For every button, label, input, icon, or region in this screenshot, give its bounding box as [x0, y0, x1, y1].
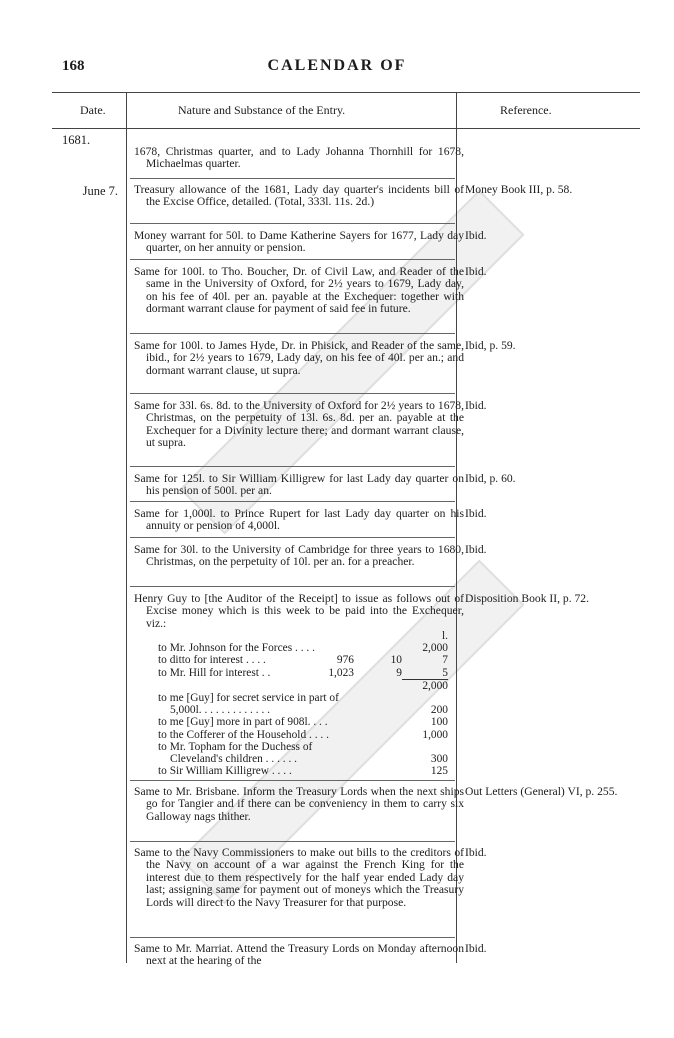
entry-separator: [130, 223, 455, 224]
payment-value: [314, 680, 354, 692]
entry-separator: [130, 780, 455, 781]
payment-value: [354, 680, 402, 692]
payment-value: [411, 692, 448, 704]
entry-text: Same to Mr. Brisbane. Inform the Treasury Lords when the next ships go for Tangier and if there can be conveniency in them to carry six Galloway nags thither.: [134, 785, 464, 823]
payment-label: to me [Guy] for secret service in part of: [158, 692, 339, 705]
entry-text: Same for 30l. to the University of Cambridge for three years to 1680, Christmas, on the perpetuity of 10l. per an. for a preacher.: [134, 543, 464, 569]
entry-separator: [130, 466, 455, 467]
payment-value: [339, 692, 372, 704]
payment-value: [328, 716, 364, 728]
payment-value: [314, 753, 354, 765]
entry-separator: [130, 501, 455, 502]
payment-label: 5,000l. . . . . . . . . . . . .: [170, 704, 270, 717]
payment-row: [158, 729, 448, 741]
payment-value: [354, 704, 402, 716]
payment-row: [158, 765, 448, 777]
payment-value: [371, 692, 410, 704]
payment-label: to ditto for interest . . . .: [158, 654, 266, 667]
payments-currency-row: [158, 630, 448, 642]
entry-text: Henry Guy to [the Auditor of the Receipt] to issue as follows out of Excise money which is this week to be paid into the Exchequer, viz.:: [134, 592, 464, 630]
payment-row: [158, 692, 448, 704]
payment-value: 125: [430, 765, 448, 778]
payment-row: [158, 667, 448, 679]
payments-table: [158, 630, 448, 777]
entry-reference: Ibid.: [465, 229, 487, 242]
entry-separator: [130, 586, 455, 587]
payment-value: 1,023: [328, 666, 354, 679]
payment-row: [158, 716, 448, 728]
payment-value: [329, 729, 365, 741]
header-bottom-rule: [52, 128, 640, 129]
payment-value: 9: [396, 666, 402, 679]
payment-value: [402, 741, 448, 753]
payment-value: [364, 716, 407, 728]
payment-value: [314, 704, 354, 716]
payment-value: 2,000: [422, 679, 448, 692]
payment-value: 2,000: [422, 642, 448, 655]
entry-text: Money warrant for 50l. to Dame Katherine Sayers for 1677, Lady day quarter, on her annuity or pension.: [134, 229, 464, 255]
column-header-date: Date.: [80, 103, 106, 117]
entry-text: Same to Mr. Marriat. Attend the Treasury Lords on Monday afternoon next at the hearing of the: [134, 942, 464, 968]
payment-value: [354, 741, 402, 753]
payment-row: [158, 654, 448, 666]
payment-label: to Mr. Topham for the Duchess of: [158, 740, 313, 753]
payment-value: [355, 642, 403, 654]
entry-text: Same to the Navy Commissioners to make out bills to the creditors of the Navy on account of a war against the French King for the interest due to them respectively for the half year ended Lady day last; assigning same for payment out of moneys which the Treasury Lords will direct to the Navy Treasurer for that purpose.: [134, 846, 464, 909]
entry-date: 1681.: [62, 133, 91, 147]
entry-text: Same for 33l. 6s. 8d. to the University of Oxford for 2½ years to 1678, Christmas, on the perpetuity of 13l. 6s. 8d. per an. payable at the Exchequer for a Divinity lecture there; and dormant warrant clause, ut supra.: [134, 399, 464, 450]
entry-reference: Disposition Book II, p. 72.: [465, 592, 589, 605]
payment-value: [314, 741, 354, 753]
entry-text: Same for 1,000l. to Prince Rupert for last Lady day quarter on his annuity or pension of 4,000l.: [134, 507, 464, 533]
payment-row: [158, 680, 448, 692]
entry-reference: Ibid, p. 59.: [465, 339, 516, 352]
column-divider-left: [126, 93, 127, 963]
entry-separator: [130, 259, 455, 260]
entry-separator: [130, 841, 455, 842]
entry-text: Treasury allowance of the 1681, Lady day quarter's incidents bill of the Excise Office, detailed. (Total, 333l. 11s. 2d.): [134, 183, 464, 209]
column-header-reference: Reference.: [500, 103, 552, 117]
entry-text: Same for 125l. to Sir William Killigrew for last Lady day quarter on his pension of 500l. per an.: [134, 472, 464, 498]
payment-row: [158, 753, 448, 765]
payment-value: 1,000: [422, 728, 449, 741]
entry-reference: Ibid.: [465, 942, 487, 955]
payment-value: 200: [430, 704, 448, 717]
currency-symbol: l.: [441, 630, 448, 642]
payment-label: Cleveland's children . . . . . .: [170, 753, 298, 766]
payment-label: to Mr. Johnson for the Forces . . . .: [158, 642, 315, 655]
payment-label: to Sir William Killigrew . . . .: [158, 765, 292, 778]
entry-text: Same for 100l. to Tho. Boucher, Dr. of Civil Law, and Reader of the same in the University of Oxford, for 2½ years to 1679, Lady day, on his fee of 40l. per an. payable at the Exchequer: together with dormant warrant clause for payment of said fee in future.: [134, 265, 464, 316]
payment-value: 300: [430, 753, 448, 766]
payment-value: [364, 729, 407, 741]
payment-label: to the Cofferer of the Household . . . .: [158, 728, 329, 741]
payment-value: 7: [442, 654, 448, 667]
payment-row: [158, 704, 448, 716]
entry-reference: Ibid.: [465, 846, 487, 859]
entry-text: 1678, Christmas quarter, and to Lady Johanna Thornhill for 1678, Michaelmas quarter.: [134, 145, 464, 171]
entry-reference: Ibid.: [465, 507, 487, 520]
payment-label: to me [Guy] more in part of 908l. . . .: [158, 716, 328, 729]
entry-date: June 7.: [82, 184, 118, 198]
entry-reference: Ibid.: [465, 399, 487, 412]
header-top-rule: [52, 92, 640, 93]
payment-row: [158, 642, 448, 654]
payment-value: [314, 765, 354, 777]
running-head: CALENDAR OF: [267, 57, 407, 74]
entry-separator: [130, 537, 455, 538]
entry-reference: Ibid, p. 60.: [465, 472, 516, 485]
entry-reference: Ibid.: [465, 265, 487, 278]
column-header-nature: Nature and Substance of the Entry.: [178, 103, 346, 117]
entry-reference: Money Book III, p. 58.: [465, 183, 573, 196]
payment-value: 100: [430, 716, 448, 729]
entry-separator: [130, 393, 455, 394]
entry-text: Same for 100l. to James Hyde, Dr. in Phisick, and Reader of the same, ibid., for 2½ years to 1679, Lady day, on his fee of 40l. per an.; and dormant warrant clause, ut supra.: [134, 339, 464, 377]
payment-row: [158, 741, 448, 753]
entry-separator: [130, 333, 455, 334]
payment-label: [158, 680, 314, 692]
page-number: 168: [62, 58, 85, 74]
entry-reference: Out Letters (General) VI, p. 255.: [465, 785, 618, 798]
payment-value: 5: [442, 666, 448, 679]
payment-value: [354, 765, 402, 777]
payment-value: [354, 753, 402, 765]
payment-value: 976: [336, 654, 354, 667]
payment-label: to Mr. Hill for interest . .: [158, 666, 271, 679]
entry-separator: [130, 937, 455, 938]
entry-reference: Ibid.: [465, 543, 487, 556]
payment-value: 10: [390, 654, 402, 667]
entry-separator: [130, 178, 455, 179]
payment-value: [315, 642, 355, 654]
